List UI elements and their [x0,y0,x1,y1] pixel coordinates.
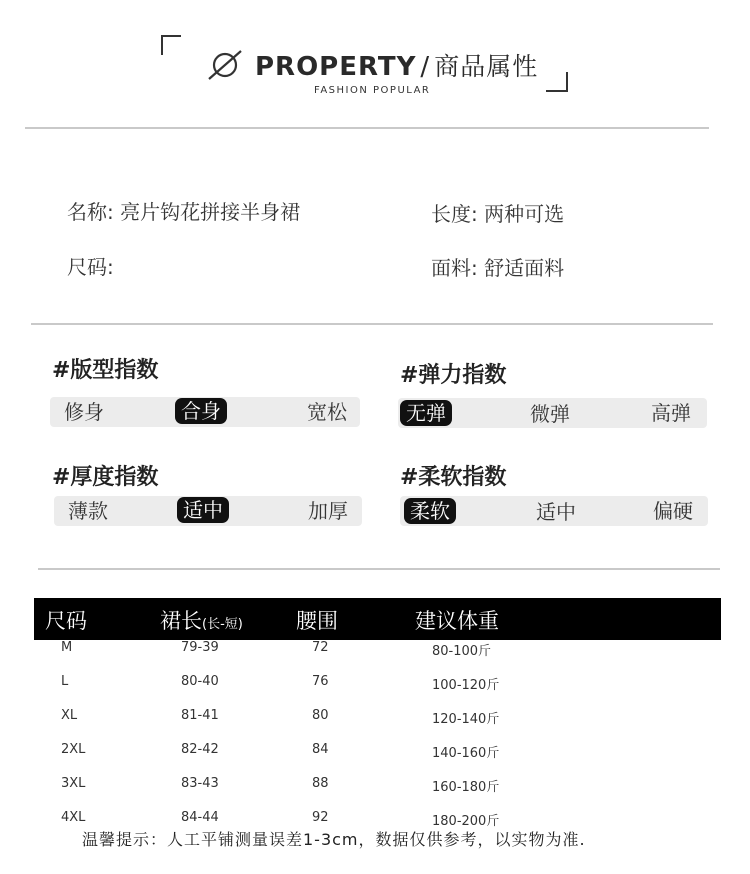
info-name: 名称: 亮片钩花拼接半身裙 [67,200,301,224]
fit-option-regular-selected: 合身 [175,398,227,424]
cell-waist: 80 [312,708,329,723]
header-length-label: 裙长 [160,609,202,633]
cell-size: 3XL [61,776,86,791]
cell-weight: 100-120斤 [432,678,500,693]
fit-option-loose: 宽松 [307,400,347,424]
softness-option-medium: 适中 [536,500,576,524]
cell-size: M [61,640,73,655]
cell-size: 4XL [61,810,86,825]
softness-option-hard: 偏硬 [653,499,693,523]
cell-waist: 72 [312,640,329,655]
cell-weight: 160-180斤 [432,780,500,795]
elastic-option-slight: 微弹 [530,402,570,426]
slashed-circle-logo-icon [205,48,245,80]
size-table-header [34,598,721,640]
cell-weight: 140-160斤 [432,746,500,761]
corner-bracket-bottom-right [546,72,568,92]
info-size: 尺码: [67,255,114,279]
softness-option-soft-selected: 柔软 [404,498,456,524]
softness-index-title: #柔软指数 [400,465,507,490]
cell-weight: 180-200斤 [432,814,500,829]
elastic-option-high: 高弹 [651,401,691,425]
cell-waist: 92 [312,810,329,825]
cell-waist: 76 [312,674,329,689]
header-weight: 建议体重 [415,609,499,633]
header-waist: 腰围 [296,609,338,633]
corner-bracket-top-left [161,35,181,55]
cell-length: 84-44 [181,810,219,825]
measurement-note: 温馨提示：人工平铺测量误差1-3cm，数据仅供参考，以实物为准. [82,830,586,849]
cell-length: 83-43 [181,776,219,791]
header-length-note: (长-短) [202,617,243,632]
cell-waist: 88 [312,776,329,791]
fit-option-slim: 修身 [64,400,104,424]
page-subtitle: FASHION POPULAR [314,85,431,96]
elastic-index-title: #弹力指数 [400,363,507,388]
cell-size: XL [61,708,78,723]
cell-length: 81-41 [181,708,219,723]
thickness-index-title: #厚度指数 [52,465,159,490]
divider [25,127,709,129]
cell-waist: 84 [312,742,329,757]
header-length [160,605,243,635]
cell-length: 82-42 [181,742,219,757]
thickness-option-thin: 薄款 [68,499,108,523]
fit-index-title: #版型指数 [52,358,159,383]
title-en: PROPERTY [255,52,417,82]
cell-weight: 80-100斤 [432,644,492,659]
header-size: 尺码 [45,609,87,633]
info-length: 长度: 两种可选 [431,202,565,226]
divider [31,323,713,325]
divider [38,568,720,570]
thickness-option-medium-selected: 适中 [177,497,229,523]
cell-weight: 120-140斤 [432,712,500,727]
info-fabric: 面料: 舒适面料 [431,256,565,280]
cell-size: L [61,674,69,689]
title-zh: 商品属性 [434,52,539,81]
page-title [255,47,538,83]
elastic-option-none-selected: 无弹 [400,400,452,426]
title-separator: / [420,52,431,82]
cell-size: 2XL [61,742,86,757]
cell-length: 79-39 [181,640,219,655]
cell-length: 80-40 [181,674,219,689]
thickness-option-thick: 加厚 [308,499,348,523]
